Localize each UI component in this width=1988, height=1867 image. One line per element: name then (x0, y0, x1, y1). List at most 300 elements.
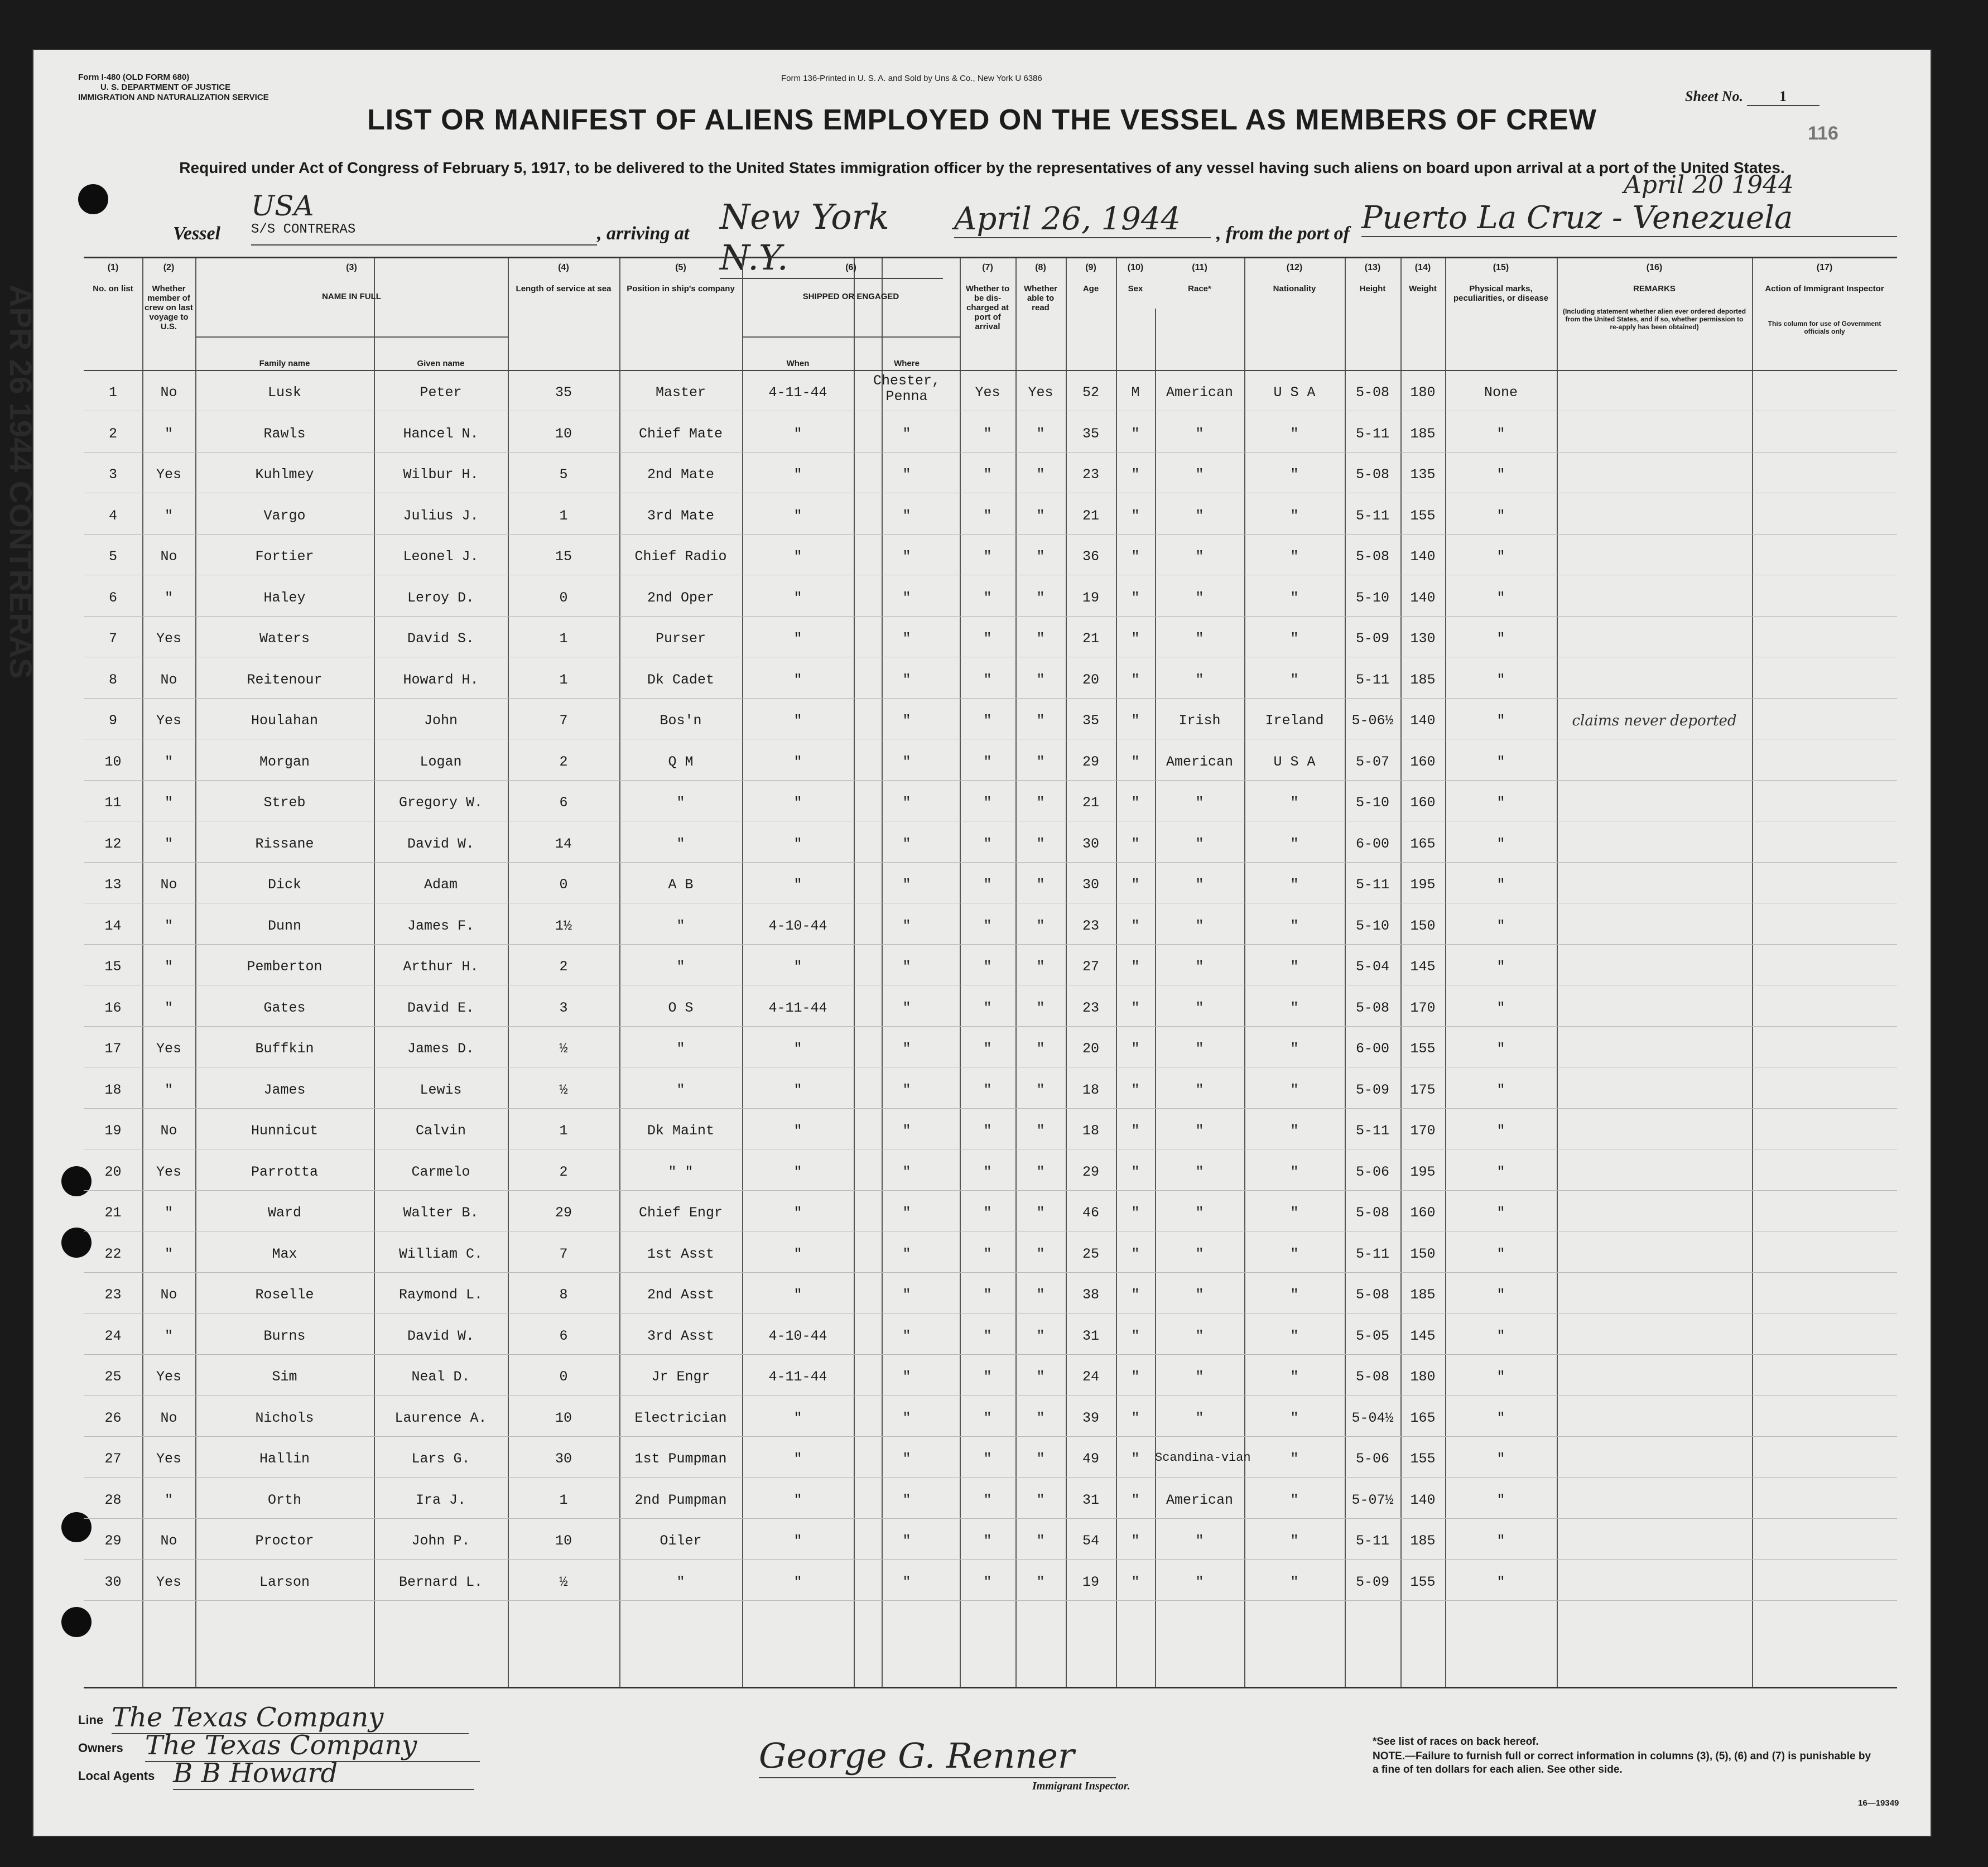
cell-race: " (1195, 1287, 1204, 1303)
cell-n: 17 (104, 1041, 122, 1057)
cell-family: Hallin (259, 1451, 310, 1467)
cell-age: 35 (1082, 713, 1099, 729)
cell-family: Hunnicut (251, 1123, 319, 1139)
table-row (84, 1313, 1897, 1355)
cell-family: Roselle (255, 1287, 314, 1303)
cell-family: Max (272, 1245, 297, 1262)
cell-prev: " (164, 795, 173, 811)
cell-pos: " (676, 1041, 685, 1057)
cell-race: American (1166, 1491, 1234, 1508)
cell-n: 11 (104, 795, 122, 811)
printer-note: Form 136-Printed in U. S. A. and Sold by Uns & Co., New York U 6386 (781, 74, 1042, 83)
cell-nat: " (1290, 1081, 1299, 1098)
cell-family: Parrotta (251, 1163, 319, 1180)
cell-when: 4-10-44 (768, 917, 827, 934)
cell-n: 12 (104, 835, 122, 852)
cell-family: Fortier (255, 548, 314, 565)
table-row (84, 1149, 1897, 1191)
cell-svc: 2 (559, 959, 568, 975)
cell-sex: " (1131, 1451, 1140, 1467)
cell-nat: " (1290, 589, 1299, 606)
cell-when: " (793, 713, 802, 729)
cell-pos: 1st Pumpman (634, 1451, 727, 1467)
cell-prev: No (160, 1287, 177, 1303)
cell-nat: " (1290, 1041, 1299, 1057)
cell-where: " (902, 1451, 911, 1467)
cell-phys: " (1496, 1574, 1505, 1590)
cell-pos: " (676, 959, 685, 975)
cell-where: " (902, 1491, 911, 1508)
cell-dis: " (983, 1409, 992, 1426)
cell-pos: Chief Mate (638, 425, 723, 442)
cell-family: Rissane (255, 835, 314, 852)
table-row (84, 534, 1897, 575)
cell-pos: " (676, 917, 685, 934)
from-port-label: , from the port of (1216, 223, 1350, 244)
cell-pos: Chief Radio (634, 548, 727, 565)
cell-wt: 130 (1410, 631, 1436, 647)
cell-sex: " (1131, 1123, 1140, 1139)
cell-where: " (902, 959, 911, 975)
cell-prev: " (164, 1327, 173, 1344)
cell-nat: " (1290, 425, 1299, 442)
cell-prev: No (160, 877, 177, 893)
cell-read: " (1036, 1081, 1045, 1098)
cell-svc: 14 (555, 835, 572, 852)
cell-pos: A B (668, 877, 694, 893)
cell-race: " (1195, 631, 1204, 647)
cell-given: Howard H. (403, 671, 479, 688)
cell-where: " (902, 1574, 911, 1590)
cell-age: 39 (1082, 1409, 1099, 1426)
cell-when: " (793, 548, 802, 565)
signature-line (759, 1777, 1116, 1778)
cell-dis: " (983, 589, 992, 606)
cell-race: " (1195, 1245, 1204, 1262)
cell-read: " (1036, 753, 1045, 770)
cell-age: 46 (1082, 1205, 1099, 1221)
cell-when: " (793, 877, 802, 893)
cell-read: " (1036, 1533, 1045, 1549)
cell-age: 38 (1082, 1287, 1099, 1303)
cell-given: David E. (407, 999, 475, 1016)
cell-dis: " (983, 1163, 992, 1180)
cell-nat: " (1290, 835, 1299, 852)
cell-prev: No (160, 1533, 177, 1549)
cell-ht: 5-11 (1355, 671, 1389, 688)
cell-family: Reitenour (247, 671, 322, 688)
line-label: Line (78, 1713, 104, 1727)
table-row (84, 821, 1897, 863)
cell-n: 6 (108, 589, 117, 606)
cell-when: " (793, 795, 802, 811)
cell-when: " (793, 1245, 802, 1262)
cell-phys: " (1496, 589, 1505, 606)
cell-ht: 6-00 (1355, 1041, 1389, 1057)
cell-dis: " (983, 877, 992, 893)
cell-pos: " " (668, 1163, 694, 1180)
table-row (84, 616, 1897, 657)
cell-read: " (1036, 1245, 1045, 1262)
cell-where: " (902, 466, 911, 483)
cell-sex: " (1131, 753, 1140, 770)
column-header: Weight (1409, 284, 1437, 293)
cell-family: Sim (272, 1369, 297, 1385)
cell-when: " (793, 1287, 802, 1303)
cell-svc: 2 (559, 753, 568, 770)
cell-wt: 140 (1410, 548, 1436, 565)
cell-sex: " (1131, 1409, 1140, 1426)
cell-nat: U S A (1273, 753, 1316, 770)
cell-wt: 155 (1410, 1574, 1436, 1590)
cell-dis: " (983, 713, 992, 729)
cell-phys: " (1496, 1123, 1505, 1139)
inspector-label: Immigrant Inspector. (1032, 1780, 1130, 1792)
cell-ht: 5-08 (1355, 1205, 1389, 1221)
cell-dis: " (983, 1081, 992, 1098)
agents-value: B B Howard (173, 1758, 474, 1790)
column-header: Action of Immigrant Inspector (1765, 284, 1884, 293)
cell-where: " (902, 999, 911, 1016)
cell-n: 21 (104, 1205, 122, 1221)
cell-family: Gates (263, 999, 306, 1016)
cell-svc: 1 (559, 507, 568, 524)
penalty-note: NOTE.—Failure to furnish full or correct information in columns (3), (5), (6) and (7) is punishable by a fine of ten dollars for each alien. See other side. (1373, 1750, 1871, 1775)
cell-n: 13 (104, 877, 122, 893)
sheet-label: Sheet No. (1685, 88, 1743, 104)
cell-given: James F. (407, 917, 475, 934)
cell-prev: " (164, 959, 173, 975)
cell-read: " (1036, 1369, 1045, 1385)
cell-nat: " (1290, 1451, 1299, 1467)
cell-dis: " (983, 1369, 992, 1385)
crew-manifest-table (84, 257, 1897, 1688)
cell-prev: " (164, 425, 173, 442)
cell-family: Burns (263, 1327, 306, 1344)
cell-ht: 5-06 (1355, 1451, 1389, 1467)
cell-family: Proctor (255, 1533, 314, 1549)
cell-when: " (793, 1574, 802, 1590)
cell-svc: 5 (559, 466, 568, 483)
cell-pos: " (676, 835, 685, 852)
table-row (84, 1436, 1897, 1478)
cell-svc: 6 (559, 795, 568, 811)
cell-read: " (1036, 1041, 1045, 1057)
cell-prev: Yes (156, 631, 181, 647)
cell-wt: 185 (1410, 1533, 1436, 1549)
column-number: (3) (346, 263, 357, 272)
cell-svc: 1 (559, 1123, 568, 1139)
cell-read: " (1036, 959, 1045, 975)
cell-ht: 5-08 (1355, 1287, 1389, 1303)
cell-race: " (1195, 1123, 1204, 1139)
cell-n: 2 (108, 425, 117, 442)
cell-dis: " (983, 1245, 992, 1262)
cell-nat: " (1290, 466, 1299, 483)
cell-dis: " (983, 753, 992, 770)
cell-sex: " (1131, 713, 1140, 729)
cell-dis: " (983, 1041, 992, 1057)
cell-prev: " (164, 835, 173, 852)
table-row (84, 1026, 1897, 1067)
cell-age: 18 (1082, 1081, 1099, 1098)
cell-nat: " (1290, 959, 1299, 975)
cell-wt: 195 (1410, 877, 1436, 893)
table-row (84, 780, 1897, 821)
cell-prev: " (164, 1491, 173, 1508)
cell-where: " (902, 1205, 911, 1221)
cell-given: Adam (423, 877, 458, 893)
column-header: REMARKS (1633, 284, 1676, 293)
arrival-side-stamp: APR 26 1944 CONTRERAS (3, 285, 38, 679)
cell-wt: 175 (1410, 1081, 1436, 1098)
cell-prev: Yes (156, 466, 181, 483)
cell-when: " (793, 1205, 802, 1221)
cell-phys: " (1496, 877, 1505, 893)
cell-age: 49 (1082, 1451, 1099, 1467)
cell-family: Waters (259, 631, 310, 647)
cell-given: David W. (407, 835, 475, 852)
stamp-number: 116 (1808, 123, 1838, 144)
cell-age: 29 (1082, 1163, 1099, 1180)
cell-when: " (793, 1491, 802, 1508)
cell-where: " (902, 671, 911, 688)
cell-when: " (793, 1041, 802, 1057)
cell-age: 21 (1082, 795, 1099, 811)
column-subheader: Given name (417, 359, 465, 368)
cell-phys: " (1496, 1533, 1505, 1549)
column-header: Age (1082, 284, 1099, 293)
cell-sex: " (1131, 589, 1140, 606)
cell-prev: No (160, 548, 177, 565)
cell-dis: " (983, 795, 992, 811)
cell-svc: 1½ (555, 917, 572, 934)
cell-wt: 170 (1410, 1123, 1436, 1139)
cell-pos: " (676, 795, 685, 811)
cell-n: 23 (104, 1287, 122, 1303)
cell-prev: Yes (156, 1163, 181, 1180)
arriving-label: , arriving at (597, 223, 690, 244)
cell-where: " (902, 631, 911, 647)
cell-dis: " (983, 466, 992, 483)
cell-n: 10 (104, 753, 122, 770)
cell-ht: 5-11 (1355, 425, 1389, 442)
cell-race: " (1195, 999, 1204, 1016)
cell-race: Scandina-vian (1155, 1451, 1251, 1465)
cell-read: " (1036, 671, 1045, 688)
column-number: (1) (107, 263, 119, 272)
cell-pos: Dk Cadet (647, 671, 715, 688)
cell-read: " (1036, 548, 1045, 565)
cell-dis: " (983, 507, 992, 524)
cell-given: Lewis (420, 1081, 462, 1098)
cell-phys: " (1496, 713, 1505, 729)
table-row (84, 1231, 1897, 1273)
cell-sex: " (1131, 1041, 1140, 1057)
cell-pos: 1st Asst (647, 1245, 715, 1262)
cell-n: 8 (108, 671, 117, 688)
cell-nat: " (1290, 877, 1299, 893)
cell-pos: " (676, 1574, 685, 1590)
cell-ht: 5-07 (1355, 753, 1389, 770)
cell-ht: 6-00 (1355, 835, 1389, 852)
cell-ht: 5-11 (1355, 1533, 1389, 1549)
cell-pos: Jr Engr (651, 1369, 710, 1385)
cell-family: Larson (259, 1574, 310, 1590)
arriving-port: New York N.Y. (720, 196, 943, 279)
column-header: Physical marks, peculiarities, or disease (1453, 284, 1549, 303)
cell-age: 18 (1082, 1123, 1099, 1139)
cell-ht: 5-08 (1355, 384, 1389, 401)
cell-svc: 1 (559, 671, 568, 688)
cell-where: " (902, 589, 911, 606)
cell-wt: 185 (1410, 425, 1436, 442)
races-note: *See list of races on back hereof. (1373, 1736, 1539, 1748)
cell-where: " (902, 1123, 911, 1139)
table-row (84, 1396, 1897, 1437)
cell-read: " (1036, 507, 1045, 524)
cell-age: 20 (1082, 1041, 1099, 1057)
cell-nat: " (1290, 671, 1299, 688)
cell-given: John (423, 713, 458, 729)
cell-dis: " (983, 1287, 992, 1303)
form-header-block (78, 73, 269, 103)
cell-age: 20 (1082, 671, 1099, 688)
cell-when: 4-11-44 (768, 999, 827, 1016)
cell-nat: " (1290, 1205, 1299, 1221)
cell-when: " (793, 1533, 802, 1549)
cell-n: 7 (108, 631, 117, 647)
cell-age: 24 (1082, 1369, 1099, 1385)
cell-n: 3 (108, 466, 117, 483)
cell-prev: No (160, 1409, 177, 1426)
cell-family: James (263, 1081, 306, 1098)
cell-wt: 135 (1410, 466, 1436, 483)
table-row (84, 985, 1897, 1027)
cell-ht: 5-09 (1355, 1081, 1389, 1098)
cell-phys: " (1496, 1245, 1505, 1262)
cell-race: Irish (1178, 713, 1221, 729)
cell-ht: 5-09 (1355, 631, 1389, 647)
cell-phys: " (1496, 1327, 1505, 1344)
cell-family: Orth (267, 1491, 301, 1508)
page-subtitle: Required under Act of Congress of February 5, 1917, to be delivered to the United States immigration officer by the representatives of any vessel having such aliens on board upon arrival at a port of the United States. (179, 159, 1785, 176)
cell-nat: U S A (1273, 384, 1316, 401)
cell-pos: Bos'n (660, 713, 702, 729)
cell-wt: 180 (1410, 384, 1436, 401)
cell-n: 24 (104, 1327, 122, 1344)
cell-when: " (793, 1451, 802, 1467)
table-row (84, 493, 1897, 535)
cell-pos: Dk Maint (647, 1123, 715, 1139)
cell-age: 19 (1082, 589, 1099, 606)
column-subheader: (Including statement whether alien ever ordered deported from the United States, and if so, whether permission to re-apply has been obtained) (1562, 307, 1746, 331)
cell-read: " (1036, 713, 1045, 729)
cell-when: " (793, 589, 802, 606)
table-row (84, 698, 1897, 739)
cell-sex: " (1131, 1245, 1140, 1262)
cell-ht: 5-10 (1355, 589, 1389, 606)
cell-svc: 10 (555, 425, 572, 442)
cell-age: 27 (1082, 959, 1099, 975)
cell-when: " (793, 1409, 802, 1426)
cell-nat: " (1290, 917, 1299, 934)
cell-read: " (1036, 589, 1045, 606)
cell-given: William C. (398, 1245, 483, 1262)
cell-prev: " (164, 1205, 173, 1221)
cell-age: 36 (1082, 548, 1099, 565)
cell-svc: 0 (559, 589, 568, 606)
cell-when: 4-11-44 (768, 384, 827, 401)
cell-phys: " (1496, 1369, 1505, 1385)
cell-ht: 5-09 (1355, 1574, 1389, 1590)
cell-phys: " (1496, 753, 1505, 770)
cell-age: 23 (1082, 466, 1099, 483)
cell-sex: " (1131, 1205, 1140, 1221)
cell-when: " (793, 425, 802, 442)
cell-wt: 140 (1410, 589, 1436, 606)
cell-read: Yes (1028, 384, 1053, 401)
table-row (84, 903, 1897, 945)
cell-given: Bernard L. (398, 1574, 483, 1590)
cell-where: " (902, 917, 911, 934)
table-row (84, 370, 1897, 411)
cell-where: " (902, 1409, 911, 1426)
cell-sex: " (1131, 466, 1140, 483)
cell-when: " (793, 1123, 802, 1139)
cell-wt: 160 (1410, 1205, 1436, 1221)
cell-race: " (1195, 1163, 1204, 1180)
cell-sex: " (1131, 795, 1140, 811)
cell-read: " (1036, 1491, 1045, 1508)
cell-when: " (793, 1081, 802, 1098)
cell-given: Leonel J. (403, 548, 479, 565)
cell-pos: Master (655, 384, 706, 401)
table-row (84, 1190, 1897, 1231)
cell-age: 31 (1082, 1327, 1099, 1344)
cell-prev: Yes (156, 1041, 181, 1057)
cell-svc: ½ (559, 1041, 568, 1057)
cell-nat: " (1290, 548, 1299, 565)
cell-svc: 1 (559, 1491, 568, 1508)
cell-prev: No (160, 384, 177, 401)
cell-dis: " (983, 1491, 992, 1508)
cell-wt: 155 (1410, 1041, 1436, 1057)
cell-read: " (1036, 1287, 1045, 1303)
cell-given: Gregory W. (398, 795, 483, 811)
cell-ht: 5-07½ (1351, 1491, 1394, 1508)
cell-n: 28 (104, 1491, 122, 1508)
owners-value: The Texas Company (145, 1730, 480, 1762)
cell-nat: " (1290, 1369, 1299, 1385)
cell-family: Streb (263, 795, 306, 811)
cell-prev: " (164, 917, 173, 934)
cell-family: Pemberton (247, 959, 322, 975)
cell-read: " (1036, 1163, 1045, 1180)
cell-ht: 5-11 (1355, 1245, 1389, 1262)
cell-age: 25 (1082, 1245, 1099, 1262)
cell-svc: 2 (559, 1163, 568, 1180)
cell-read: " (1036, 1205, 1045, 1221)
column-number: (16) (1646, 263, 1663, 272)
departure-port: Puerto La Cruz - Venezuela (1361, 200, 1897, 237)
cell-given: Peter (420, 384, 462, 401)
cell-pos: 2nd Mate (647, 466, 715, 483)
cell-family: Dick (267, 877, 301, 893)
cell-family: Kuhlmey (255, 466, 314, 483)
cell-race: " (1195, 1205, 1204, 1221)
cell-prev: " (164, 589, 173, 606)
